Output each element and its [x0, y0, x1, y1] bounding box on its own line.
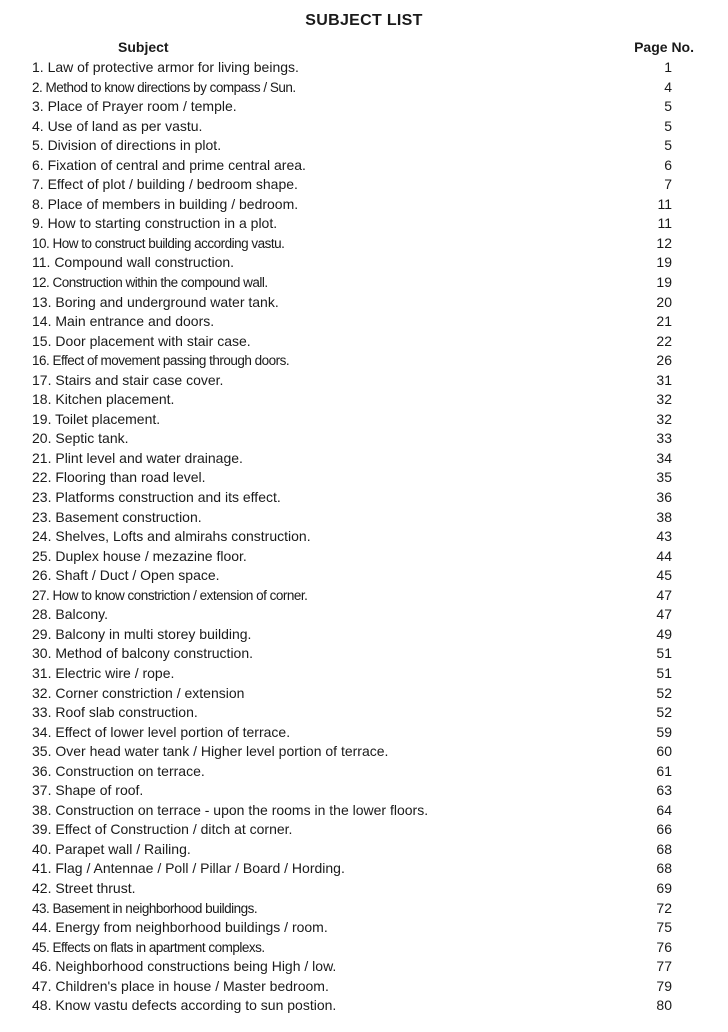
subject-text: 6. Fixation of central and prime central area.: [32, 156, 306, 173]
list-item: [32, 332, 672, 352]
subject-text: 29. Balcony in multi storey building.: [32, 625, 252, 642]
subject-text: 5. Division of directions in plot.: [32, 137, 222, 154]
subject-text: 32. Corner constriction / extension: [32, 684, 245, 701]
page-number: 51: [656, 645, 672, 662]
subject-text: 18. Kitchen placement.: [32, 391, 175, 408]
page-number: 59: [656, 723, 672, 740]
list-item: [32, 175, 672, 195]
page-number: 38: [656, 508, 672, 525]
list-item: [32, 820, 672, 840]
subject-column-header: Subject: [118, 39, 169, 55]
list-item: [32, 371, 672, 391]
subject-text: 47. Children's place in house / Master bedroom.: [32, 977, 329, 994]
subject-text: 23. Basement construction.: [32, 508, 202, 525]
subject-text: 14. Main entrance and doors.: [32, 313, 215, 330]
page-number: 5: [664, 98, 672, 115]
list-item: [32, 156, 672, 176]
page-number: 52: [656, 704, 672, 721]
page-number: 1: [664, 59, 672, 75]
subject-text: 23. Platforms construction and its effect.: [32, 489, 281, 506]
subject-text: 38. Construction on terrace - upon the rooms in the lower floors.: [32, 801, 429, 818]
page-number: 19: [656, 254, 672, 271]
list-item: [32, 703, 672, 723]
page-number: 68: [656, 860, 672, 877]
list-item: [32, 586, 672, 606]
list-item: [32, 801, 672, 821]
subject-text: 12. Construction within the compound wall.: [32, 275, 268, 291]
page-number: 7: [664, 176, 672, 193]
subject-text: 3. Place of Prayer room / temple.: [32, 98, 237, 115]
subject-text: 45. Effects on flats in apartment complexs.: [32, 939, 265, 955]
list-item: [32, 351, 672, 371]
page-number: 11: [657, 215, 672, 232]
list-item: [32, 899, 672, 919]
list-item: [32, 566, 672, 586]
subject-text: 46. Neighborhood constructions being High / low.: [32, 958, 337, 975]
list-item: [32, 664, 672, 684]
list-item: [32, 996, 672, 1016]
list-item: [32, 840, 672, 860]
page-number: 5: [664, 117, 672, 134]
subject-text: 31. Electric wire / rope.: [32, 664, 175, 681]
list-item: [32, 234, 672, 254]
list-item: [32, 58, 672, 78]
subject-text: 26. Shaft / Duct / Open space.: [32, 567, 220, 584]
page-number: 79: [656, 977, 672, 994]
page-number: 32: [656, 391, 672, 408]
page-number: 5: [664, 137, 672, 154]
list-item: [32, 762, 672, 782]
page-number: 64: [656, 801, 672, 818]
page-number: 47: [656, 606, 672, 623]
page-number: 34: [656, 449, 672, 466]
list-item: [32, 117, 672, 137]
subject-text: 9. How to starting construction in a plot.: [32, 215, 278, 232]
subject-text: 48. Know vastu defects according to sun postion.: [32, 997, 337, 1014]
list-item: [32, 410, 672, 430]
page-number: 19: [656, 274, 672, 291]
subject-text: 39. Effect of Construction / ditch at corner.: [32, 821, 293, 838]
subject-text: 24. Shelves, Lofts and almirahs construction.: [32, 528, 311, 545]
page-number: 68: [656, 840, 672, 857]
page-number: 22: [656, 332, 672, 349]
list-item: [32, 312, 672, 332]
list-item: [32, 429, 672, 449]
list-item: [32, 97, 672, 117]
subject-text: 30. Method of balcony construction.: [32, 645, 254, 662]
list-item: [32, 977, 672, 997]
list-item: [32, 605, 672, 625]
list-item: [32, 918, 672, 938]
subject-text: 43. Basement in neighborhood buildings.: [32, 900, 258, 916]
list-item: [32, 625, 672, 645]
list-item: [32, 742, 672, 762]
list-item: [32, 214, 672, 234]
page-number: 75: [656, 919, 672, 936]
page-number: 49: [656, 625, 672, 642]
subject-text: 42. Street thrust.: [32, 879, 136, 896]
page-number: 35: [656, 469, 672, 486]
page-number: 60: [656, 743, 672, 760]
list-item: [32, 273, 672, 293]
page-number: 26: [656, 352, 672, 369]
subject-text: 10. How to construct building according vastu.: [32, 235, 285, 251]
page-number: 11: [657, 195, 672, 212]
page-number: 76: [656, 938, 672, 955]
page-number: 45: [656, 567, 672, 584]
subject-list: [32, 58, 672, 1016]
subject-text: 20. Septic tank.: [32, 430, 129, 447]
page-number: 51: [656, 664, 672, 681]
list-item: [32, 879, 672, 899]
subject-text: 7. Effect of plot / building / bedroom shape.: [32, 176, 298, 193]
subject-text: 36. Construction on terrace.: [32, 762, 205, 779]
list-item: [32, 195, 672, 215]
subject-text: 28. Balcony.: [32, 606, 109, 623]
page-number: 44: [656, 547, 672, 564]
subject-text: 2. Method to know directions by compass / Sun.: [32, 79, 296, 95]
subject-text: 1. Law of protective armor for living beings.: [32, 59, 299, 75]
subject-text: 8. Place of members in building / bedroom.: [32, 195, 299, 212]
list-item: [32, 723, 672, 743]
page-number: 80: [656, 997, 672, 1014]
subject-text: 21. Plint level and water drainage.: [32, 449, 243, 466]
list-item: [32, 136, 672, 156]
subject-text: 35. Over head water tank / Higher level portion of terrace.: [32, 743, 389, 760]
list-item: [32, 527, 672, 547]
page-number-column-header: Page No.: [634, 39, 694, 55]
list-item: [32, 644, 672, 664]
subject-text: 11. Compound wall construction.: [32, 254, 235, 271]
page-number: 20: [656, 293, 672, 310]
subject-text: 17. Stairs and stair case cover.: [32, 371, 224, 388]
list-item: [32, 547, 672, 567]
list-item: [32, 78, 672, 98]
page-number: 72: [656, 899, 672, 916]
subject-text: 40. Parapet wall / Railing.: [32, 840, 191, 857]
list-item: [32, 859, 672, 879]
list-item: [32, 938, 672, 958]
list-item: [32, 449, 672, 469]
subject-text: 37. Shape of roof.: [32, 782, 144, 799]
subject-text: 16. Effect of movement passing through doors.: [32, 353, 290, 369]
list-item: [32, 390, 672, 410]
page-number: 6: [664, 156, 672, 173]
subject-text: 25. Duplex house / mezazine floor.: [32, 547, 247, 564]
page-number: 61: [656, 762, 672, 779]
subject-text: 27. How to know constriction / extension of corner.: [32, 587, 308, 603]
subject-text: 44. Energy from neighborhood buildings / room.: [32, 919, 328, 936]
page-title: SUBJECT LIST: [305, 12, 423, 29]
page-number: 36: [656, 489, 672, 506]
list-item: [32, 293, 672, 313]
page-number: 47: [656, 586, 672, 603]
list-item: [32, 488, 672, 508]
page-number: 69: [656, 879, 672, 896]
page-number: 77: [656, 958, 672, 975]
page-number: 4: [664, 78, 672, 95]
list-item: [32, 957, 672, 977]
subject-text: 13. Boring and underground water tank.: [32, 293, 279, 310]
page-number: 31: [656, 371, 672, 388]
subject-text: 19. Toilet placement.: [32, 410, 161, 427]
subject-text: 41. Flag / Antennae / Poll / Pillar / Board / Hording.: [32, 860, 345, 877]
subject-text: 33. Roof slab construction.: [32, 704, 198, 721]
subject-text: 34. Effect of lower level portion of terrace.: [32, 723, 291, 740]
list-item: [32, 253, 672, 273]
page-number: 21: [656, 313, 672, 330]
list-item: [32, 468, 672, 488]
page-number: 32: [656, 410, 672, 427]
page-number: 52: [656, 684, 672, 701]
list-item: [32, 781, 672, 801]
subject-text: 22. Flooring than road level.: [32, 469, 206, 486]
subject-text: 15. Door placement with stair case.: [32, 332, 251, 349]
page-number: 12: [656, 234, 672, 251]
page-number: 66: [656, 821, 672, 838]
page-number: 43: [656, 528, 672, 545]
page-number: 63: [656, 782, 672, 799]
list-item: [32, 508, 672, 528]
page-number: 33: [656, 430, 672, 447]
subject-text: 4. Use of land as per vastu.: [32, 117, 203, 134]
list-item: [32, 684, 672, 704]
